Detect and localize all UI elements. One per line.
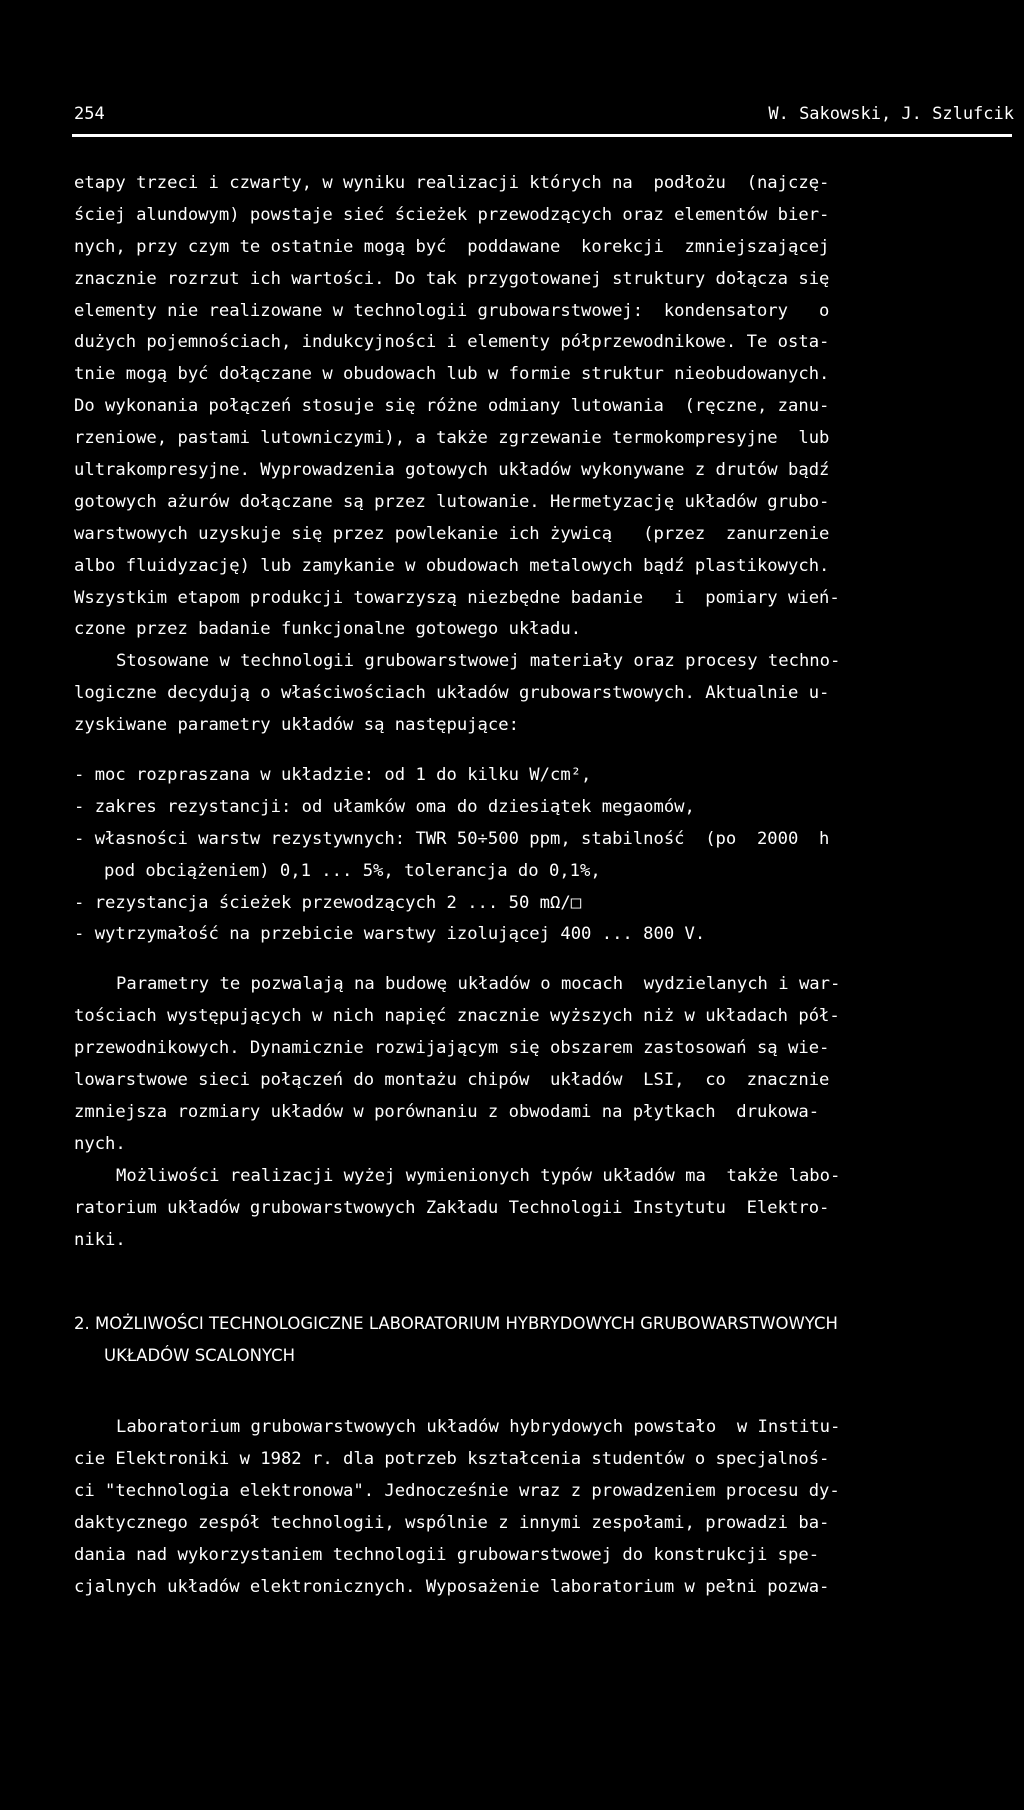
- text-line: niki.: [74, 1229, 126, 1250]
- text-line: logiczne decydują o właściwościach układów grubowarstwowych. Aktualnie u-: [74, 683, 830, 704]
- text-line: gotowych ażurów dołączane są przez lutowanie. Hermetyzację układów grubo-: [74, 491, 830, 512]
- text-line: Do wykonania połączeń stosuje się różne odmiany lutowania (ręczne, zanu-: [74, 396, 830, 417]
- page-number: 254: [74, 104, 105, 124]
- text-line: zmniejsza rozmiary układów w porównaniu z obwodami na płytkach drukowa-: [74, 1101, 820, 1122]
- text-line: albo fluidyzację) lub zamykanie w obudowach metalowych bądź plastikowych.: [74, 555, 830, 576]
- text-line: Stosowane w technologii grubowarstwowej materiały oraz procesy techno-: [116, 651, 841, 672]
- text-line: warstwowych uzyskuje się przez powlekanie ich żywicą (przez zanurzenie: [74, 523, 830, 544]
- section-heading: [74, 1308, 1004, 1372]
- paragraph-1: [74, 168, 1004, 646]
- text-line: lowarstwowe sieci połączeń do montażu chipów układów LSI, co znacznie: [74, 1070, 830, 1091]
- text-line: Możliwości realizacji wyżej wymienionych typów układów ma także labo-: [116, 1165, 841, 1186]
- text-line: nych, przy czym te ostatnie mogą być poddawane korekcji zmniejszającej: [74, 236, 830, 257]
- text-line: rzeniowe, pastami lutowniczymi), a także zgrzewanie termokompresyjne lub: [74, 428, 830, 449]
- text-line: ultrakompresyjne. Wyprowadzenia gotowych układów wykonywane z drutów bądź: [74, 460, 830, 481]
- text-line: Laboratorium grubowarstwowych układów hybrydowych powstało w Institu-: [116, 1417, 841, 1438]
- text-line: znacznie rozrzut ich wartości. Do tak przygotowanej struktury dołącza się: [74, 268, 830, 289]
- list-item: - moc rozpraszana w układzie: od 1 do kilku W/cm²,: [74, 765, 602, 786]
- text-line: zyskiwane parametry układów są następujące:: [74, 715, 519, 736]
- text-line: ściej alundowym) powstaje sieć ścieżek przewodzących oraz elementów bier-: [74, 204, 830, 225]
- list-item: - rezystancja ścieżek przewodzących 2 ... 50 mΩ/□: [74, 892, 582, 913]
- text-line: przewodnikowych. Dynamicznie rozwijającym się obszarem zastosowań są wie-: [74, 1038, 830, 1059]
- list-item: - wytrzymałość na przebicie warstwy izolującej 400 ... 800 V.: [74, 924, 706, 945]
- body-text: [74, 168, 1004, 1604]
- paragraph-2: [74, 646, 1004, 742]
- text-line: czone przez badanie funkcjonalne gotowego układu.: [74, 619, 582, 640]
- parameter-list: [74, 760, 1004, 951]
- text-line: nych.: [74, 1133, 126, 1154]
- text-line: dużych pojemnościach, indukcyjności i elementy półprzewodnikowe. Te osta-: [74, 332, 830, 353]
- heading-line: UKŁADÓW SCALONYCH: [104, 1346, 296, 1366]
- spacer: [74, 1256, 1004, 1308]
- text-line: ci "technologia elektronowa". Jednocześnie wraz z prowadzeniem procesu dy-: [74, 1480, 840, 1501]
- running-authors: W. Sakowski, J. Szlufcik: [768, 104, 1014, 124]
- paragraph-4: [74, 1161, 1004, 1257]
- header-rule: [72, 134, 1012, 137]
- text-line: tościach występujących w nich napięć znacznie wyższych niż w układach pół-: [74, 1006, 840, 1027]
- text-line: Wszystkim etapom produkcji towarzyszą niezbędne badanie i pomiary wień-: [74, 587, 840, 608]
- text-line: cie Elektroniki w 1982 r. dla potrzeb kształcenia studentów o specjalnoś-: [74, 1449, 830, 1470]
- text-line: cjalnych układów elektronicznych. Wyposażenie laboratorium w pełni pozwa-: [74, 1576, 830, 1597]
- paragraph-5: [74, 1412, 1004, 1603]
- list-item: - własności warstw rezystywnych: TWR 50÷500 ppm, stabilność (po 2000 h: [74, 828, 830, 849]
- heading-line: 2. MOŻLIWOŚCI TECHNOLOGICZNE LABORATORIUM HYBRYDOWYCH GRUBOWARSTWOWYCH: [74, 1314, 838, 1334]
- text-line: tnie mogą być dołączane w obudowach lub w formie struktur nieobudowanych.: [74, 364, 830, 385]
- page-header: [74, 104, 1014, 130]
- text-line: dania nad wykorzystaniem technologii grubowarstwowej do konstrukcji spe-: [74, 1544, 820, 1565]
- spacer: [74, 742, 1004, 760]
- list-item-continuation: pod obciążeniem) 0,1 ... 5%, tolerancja do 0,1%,: [104, 860, 601, 881]
- text-line: ratorium układów grubowarstwowych Zakładu Technologii Instytutu Elektro-: [74, 1197, 830, 1218]
- text-line: etapy trzeci i czwarty, w wyniku realizacji których na podłożu (najczę-: [74, 173, 830, 193]
- paragraph-3: [74, 969, 1004, 1160]
- text-line: Parametry te pozwalają na budowę układów o mocach wydzielanych i war-: [116, 974, 841, 995]
- text-line: daktycznego zespół technologii, wspólnie z innymi zespołami, prowadzi ba-: [74, 1512, 830, 1533]
- text-line: elementy nie realizowane w technologii grubowarstwowej: kondensatory o: [74, 300, 830, 321]
- spacer: [74, 1372, 1004, 1412]
- spacer: [74, 951, 1004, 969]
- list-item: - zakres rezystancji: od ułamków oma do dziesiątek megaomów,: [74, 796, 695, 817]
